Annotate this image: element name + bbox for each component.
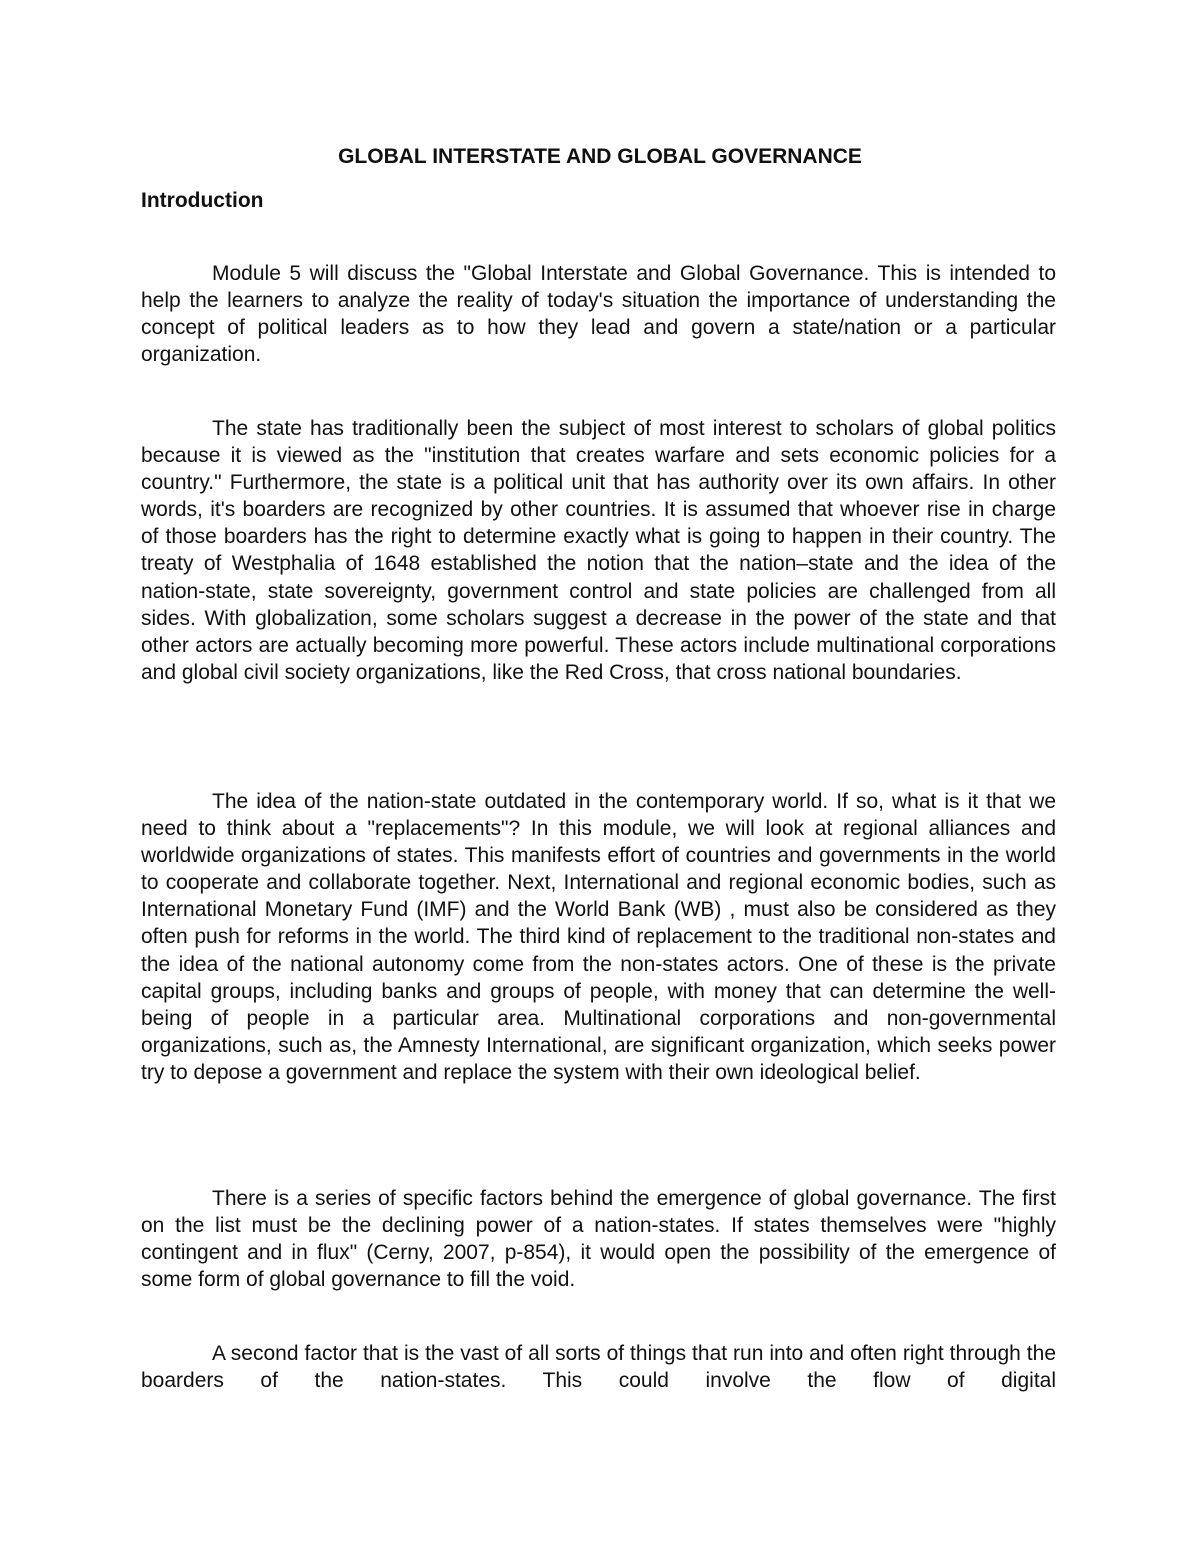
- paragraph-state-traditional-subject: The state has traditionally been the subject of most interest to scholars of global politics because it is viewed as the "institution that creates warfare and sets economic policies for a country." Furthermore, the state is a political unit that has authority over its own affairs. In other words, it's boarders are recognized by other countries. It is assumed that whoever rise in charge of those boarders has the right to determine exactly what is going to happen in their country. The treaty of Westphalia of 1648 established the notion that the nation–state and the idea of the nation-state, state sovereignty, government control and state policies are challenged from all sides. With globalization, some scholars suggest a decrease in the power of the state and that other actors are actually becoming more powerful. These actors include multinational corporations and global civil society organizations, like the Red Cross, that cross national boundaries.: [141, 417, 1056, 684]
- paragraph-nation-state-replacements: The idea of the nation-state outdated in the contemporary world. If so, what is it that we need to think about a "replacements"? In this module, we will look at regional alliances and worldwide organizations of states. This manifests effort of countries and governments in the world to cooperate and collaborate together. Next, International and regional economic bodies, such as International Monetary Fund (IMF) and the World Bank (WB) , must also be considered as they often push for reforms in the world. The third kind of replacement to the traditional non-states and the idea of the national autonomy come from the non-states actors. One of these is the private capital groups, including banks and groups of people, with money that can determine the well-being of people in a particular area. Multinational corporations and non-governmental organizations, such as, the Amnesty International, are significant organization, which seeks power try to depose a government and replace the system with their own ideological belief.: [141, 790, 1056, 1084]
- document-title: GLOBAL INTERSTATE AND GLOBAL GOVERNANCE: [338, 145, 862, 168]
- paragraph-global-governance-factors: There is a series of specific factors behind the emergence of global governance. The first on the list must be the declining power of a nation-states. If states themselves were "highly contingent and in flux" (Cerny, 2007, p-854), it would open the possibility of the emergence of some form of global governance to fill the void.: [141, 1187, 1056, 1292]
- section-heading-introduction: Introduction: [141, 189, 264, 212]
- paragraph-module-overview: Module 5 will discuss the "Global Interstate and Global Governance. This is intended to help the learners to analyze the reality of today's situation the importance of understanding the concept of political leaders as to how they lead and govern a state/nation or a particular organization.: [141, 262, 1056, 367]
- paragraph-second-factor: A second factor that is the vast of all sorts of things that run into and often right through the boarders of the nation-states. This could involve the flow of digital: [141, 1342, 1056, 1393]
